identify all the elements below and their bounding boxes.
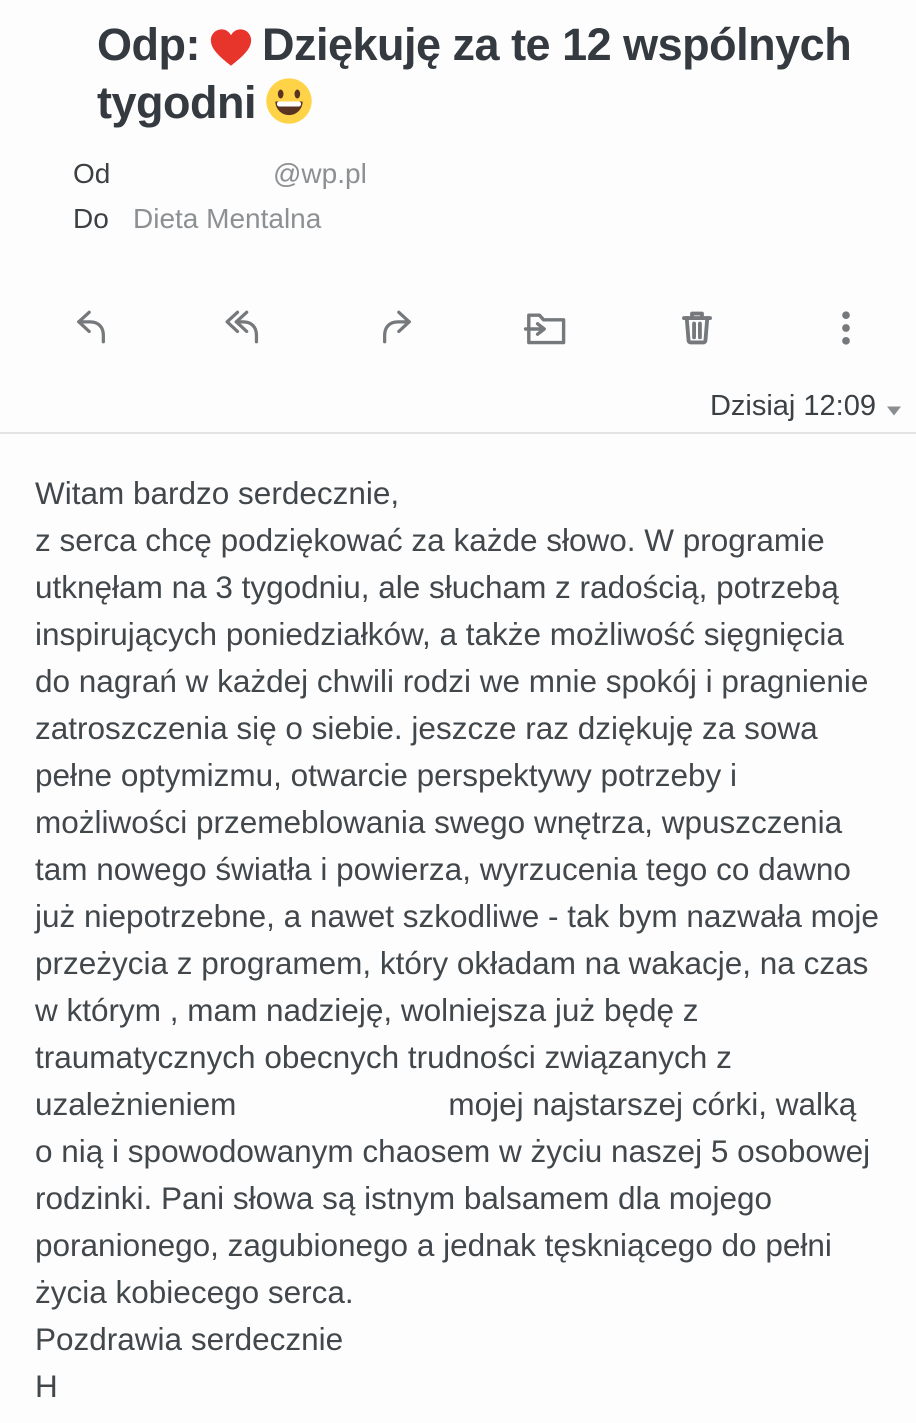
- message-date: Dzisiaj 12:09: [709, 390, 876, 422]
- message-meta: [73, 158, 916, 248]
- red-heart-emoji: [208, 26, 254, 68]
- to-row: [73, 203, 916, 248]
- redacted-sender-name: [133, 167, 273, 195]
- redacted-text-inline: [236, 1103, 448, 1115]
- from-address-domain: @wp.pl: [273, 158, 367, 189]
- from-label: Od: [73, 158, 111, 189]
- body-text-after-redaction: mojej najstarszej córki, walką o nią i spowodowanym chaosem w życiu naszej 5 osobowej rodzinki. Pani słowa są istnym balsamem dla mojego poranionego, zagubionego a jednak tęskniącego do pełni życia kobiecego serca.: [35, 1086, 871, 1310]
- subject-prefix: Odp:: [97, 19, 200, 70]
- message-date-toggle[interactable]: [0, 390, 916, 423]
- subject-main: Dziękuję za te 12 wspólnych tygodni: [97, 19, 852, 128]
- header-divider: [0, 432, 916, 434]
- folder-move-icon: [522, 304, 570, 352]
- redacted-signature: [58, 1385, 178, 1397]
- chevron-down-icon: [886, 405, 902, 417]
- vertical-dots-icon: [824, 306, 868, 350]
- reply-all-button[interactable]: [217, 301, 271, 355]
- reply-button[interactable]: [66, 301, 120, 355]
- grinning-face-emoji: [264, 76, 314, 126]
- move-to-folder-button[interactable]: [518, 300, 574, 356]
- to-recipient: Dieta Mentalna: [133, 203, 322, 234]
- reply-all-icon: [221, 305, 267, 351]
- body-closing: Pozdrawia serdecznie: [35, 1321, 344, 1357]
- signature-line: [35, 1363, 882, 1410]
- delete-button[interactable]: [671, 302, 723, 354]
- email-body: [35, 470, 882, 1410]
- more-options-button[interactable]: [820, 302, 872, 354]
- body-greeting: Witam bardzo serdecznie,: [35, 475, 400, 511]
- body-text-before-redaction: z serca chcę podziękować za każde słowo. W programie utknęłam na 3 tygodniu, ale słucham z radością, potrzebą inspirujących poniedziałków, a także możliwość sięgnięcia do nagrań w każdej chwili rodzi we mnie spokój i pragnienie zatroszczenia się o siebie. jeszcze raz dziękuję za sowa pełne optymizmu, otwarcie perspektywy potrzeby i możliwości przemeblowania swego wnętrza, wpuszczenia tam nowego światła i powierza, wyrzucenia tego co dawno już niepotrzebne, a nawet szkodliwe - tak bym nazwała moje przeżycia z programem, który okładam na wakacje, na czas w którym , mam nadzieję, wolniejsza już będę z traumatycznych obecnych trudności związanych z uzależnieniem: [35, 522, 879, 1122]
- body-paragraph: [35, 517, 882, 1316]
- to-label: Do: [73, 203, 109, 234]
- from-row: [73, 158, 916, 203]
- email-subject: [97, 16, 896, 132]
- message-toolbar: [66, 300, 872, 356]
- forward-button[interactable]: [368, 301, 422, 355]
- signature-initial: H: [35, 1368, 58, 1404]
- trash-icon: [675, 306, 719, 350]
- reply-icon: [70, 305, 116, 351]
- forward-icon: [372, 305, 418, 351]
